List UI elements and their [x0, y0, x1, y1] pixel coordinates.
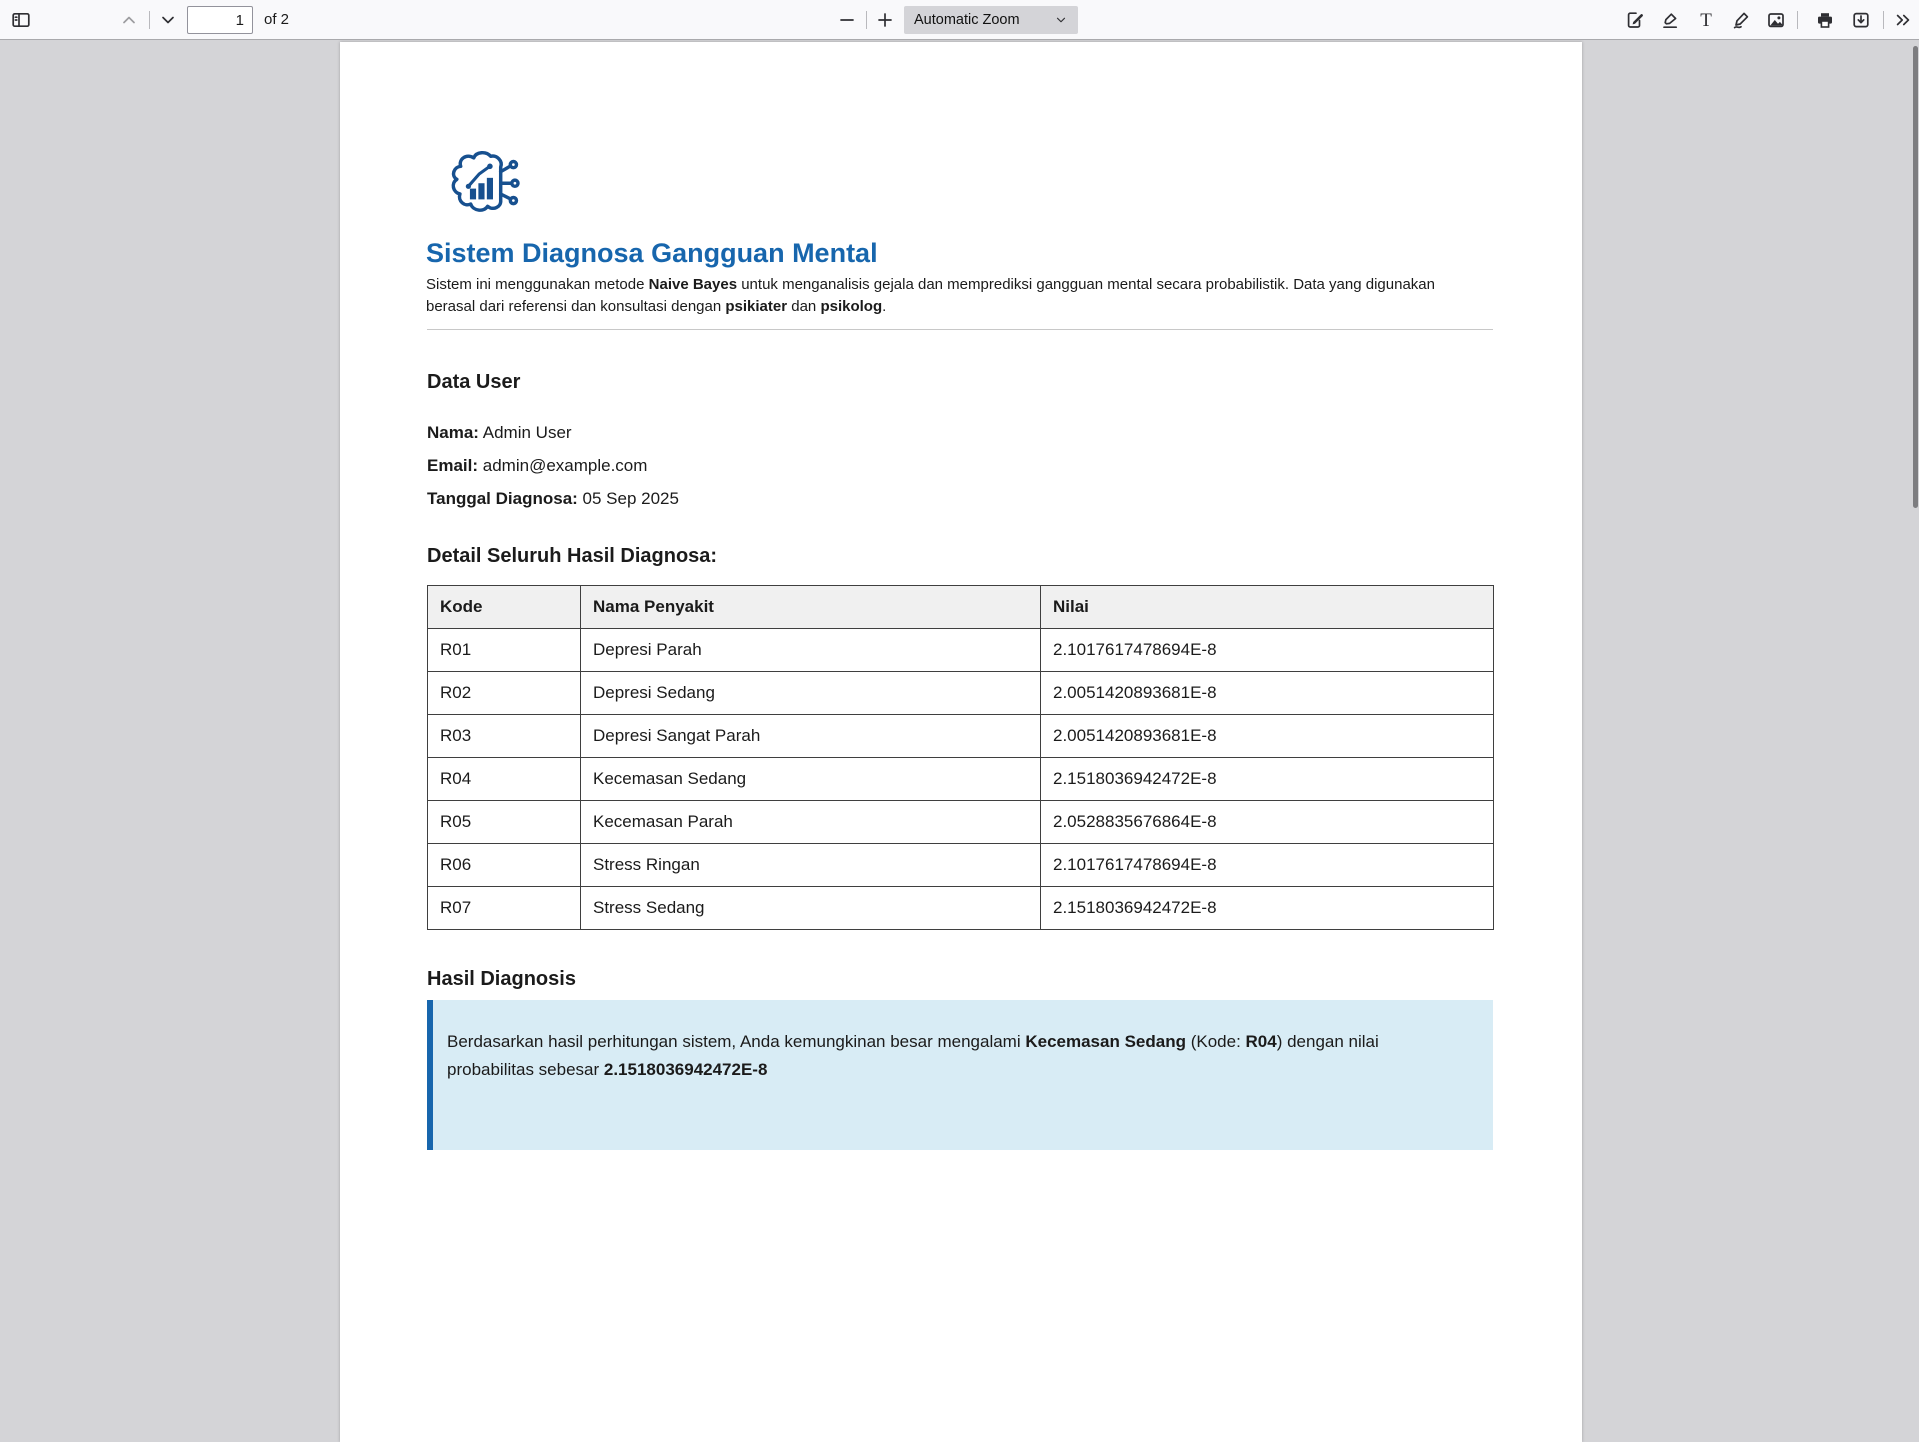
- toolbar-divider: [1883, 11, 1884, 29]
- image-icon: [1766, 10, 1786, 30]
- intro-bold-psikiater: psikiater: [725, 298, 788, 315]
- chevron-up-icon: [119, 10, 139, 30]
- table-row: [428, 801, 1494, 844]
- field-value: 05 Sep 2025: [582, 489, 679, 508]
- table-row: [428, 629, 1494, 672]
- sidebar-toggle-icon: [11, 10, 31, 30]
- cell-penyakit: Kecemasan Sedang: [581, 758, 1041, 801]
- minus-icon: [837, 10, 857, 30]
- previous-page-button[interactable]: [116, 7, 142, 33]
- cell-nilai: 2.1017617478694E-8: [1041, 844, 1494, 887]
- diagnosis-result-box: [427, 1000, 1493, 1150]
- result-value: 2.1518036942472E-8: [603, 1060, 768, 1079]
- brain-analytics-logo-icon: [443, 146, 523, 222]
- intro-bold-method: Naive Bayes: [648, 276, 738, 293]
- result-text: (Kode:: [1185, 1032, 1246, 1051]
- next-page-button[interactable]: [155, 7, 181, 33]
- intro-bold-psikolog: psikolog: [820, 298, 883, 315]
- cell-nilai: 2.1017617478694E-8: [1041, 629, 1494, 672]
- cell-kode: R03: [428, 715, 581, 758]
- cell-kode: R01: [428, 629, 581, 672]
- result-text: ) dengan nilai probabilitas sebesar: [447, 1032, 1379, 1079]
- cell-penyakit: Stress Ringan: [581, 844, 1041, 887]
- cell-penyakit: Kecemasan Parah: [581, 801, 1041, 844]
- zoom-level-select[interactable]: [904, 6, 1078, 34]
- chevron-down-icon: [158, 10, 178, 30]
- data-user-heading: Data User: [427, 371, 521, 393]
- cell-kode: R07: [428, 887, 581, 930]
- highlighter-icon: [1660, 10, 1680, 30]
- intro-text: berasal dari referensi dan konsultasi dengan: [426, 298, 726, 315]
- cell-kode: R02: [428, 672, 581, 715]
- sidebar-toggle-button[interactable]: [8, 7, 34, 33]
- document-title: Sistem Diagnosa Gangguan Mental: [426, 238, 878, 268]
- cell-nilai: 2.1518036942472E-8: [1041, 758, 1494, 801]
- table-row: [428, 887, 1494, 930]
- col-header-kode: Kode: [428, 586, 581, 629]
- pdf-toolbar: [0, 0, 1919, 40]
- cell-nilai: 2.0528835676864E-8: [1041, 801, 1494, 844]
- toolbar-divider: [866, 11, 867, 29]
- field-value: admin@example.com: [482, 456, 648, 475]
- field-nama: [427, 423, 572, 443]
- text-tool-icon: T: [1700, 9, 1712, 31]
- zoom-in-button[interactable]: [872, 7, 898, 33]
- cell-penyakit: Depresi Parah: [581, 629, 1041, 672]
- signature-icon: [1625, 10, 1645, 30]
- zoom-level-value: Automatic Zoom: [914, 12, 1020, 28]
- field-label: Nama:: [427, 423, 479, 442]
- signature-tool-button[interactable]: [1622, 7, 1648, 33]
- plus-icon: [875, 10, 895, 30]
- tools-menu-button[interactable]: [1890, 7, 1916, 33]
- pdf-page-1: [340, 42, 1582, 1442]
- page-count-label: of 2: [264, 11, 290, 28]
- cell-kode: R04: [428, 758, 581, 801]
- intro-text: dan: [787, 298, 821, 315]
- highlight-tool-button[interactable]: [1657, 7, 1683, 33]
- intro-text: untuk menganalisis gejala dan memprediksi gangguan mental secara probabilistik. Data yang digunakan: [737, 276, 1435, 293]
- cell-penyakit: Depresi Sangat Parah: [581, 715, 1041, 758]
- field-email: [427, 456, 647, 476]
- save-button[interactable]: [1848, 7, 1874, 33]
- print-button[interactable]: [1812, 7, 1838, 33]
- field-label: Email:: [427, 456, 479, 475]
- diagnosis-table: [427, 585, 1494, 930]
- field-value: Admin User: [482, 423, 572, 442]
- print-icon: [1815, 10, 1835, 30]
- pencil-icon: [1731, 10, 1751, 30]
- intro-text: .: [882, 298, 887, 315]
- table-header-row: [428, 586, 1494, 629]
- result-disease: Kecemasan Sedang: [1025, 1032, 1186, 1051]
- cell-nilai: 2.0051420893681E-8: [1041, 672, 1494, 715]
- caret-down-icon: [1054, 13, 1068, 27]
- download-icon: [1851, 10, 1871, 30]
- intro-text: Sistem ini menggunakan metode: [426, 276, 649, 293]
- cell-nilai: 2.1518036942472E-8: [1041, 887, 1494, 930]
- result-code: R04: [1245, 1032, 1277, 1051]
- table-row: [428, 758, 1494, 801]
- zoom-out-button[interactable]: [834, 7, 860, 33]
- cell-penyakit: Depresi Sedang: [581, 672, 1041, 715]
- toolbar-divider: [149, 11, 150, 29]
- cell-nilai: 2.0051420893681E-8: [1041, 715, 1494, 758]
- add-image-button[interactable]: [1763, 7, 1789, 33]
- table-row: [428, 672, 1494, 715]
- cell-kode: R06: [428, 844, 581, 887]
- draw-tool-button[interactable]: [1728, 7, 1754, 33]
- field-label: Tanggal Diagnosa:: [427, 489, 578, 508]
- double-chevron-right-icon: [1893, 10, 1913, 30]
- col-header-nilai: Nilai: [1041, 586, 1494, 629]
- intro-paragraph: [426, 274, 1516, 318]
- cell-penyakit: Stress Sedang: [581, 887, 1041, 930]
- result-heading: Hasil Diagnosis: [427, 968, 576, 990]
- result-text: Berdasarkan hasil perhitungan sistem, Anda kemungkinan besar mengalami: [447, 1032, 1026, 1051]
- page-number-input[interactable]: [187, 6, 253, 34]
- table-row: [428, 844, 1494, 887]
- field-tanggal: [427, 489, 679, 509]
- vertical-scrollbar-thumb[interactable]: [1913, 46, 1918, 508]
- detail-heading: Detail Seluruh Hasil Diagnosa:: [427, 545, 718, 567]
- col-header-nama-penyakit: Nama Penyakit: [581, 586, 1041, 629]
- toolbar-divider: [1797, 11, 1798, 29]
- text-tool-button[interactable]: [1693, 7, 1719, 33]
- cell-kode: R05: [428, 801, 581, 844]
- table-row: [428, 715, 1494, 758]
- divider-rule: [427, 329, 1493, 330]
